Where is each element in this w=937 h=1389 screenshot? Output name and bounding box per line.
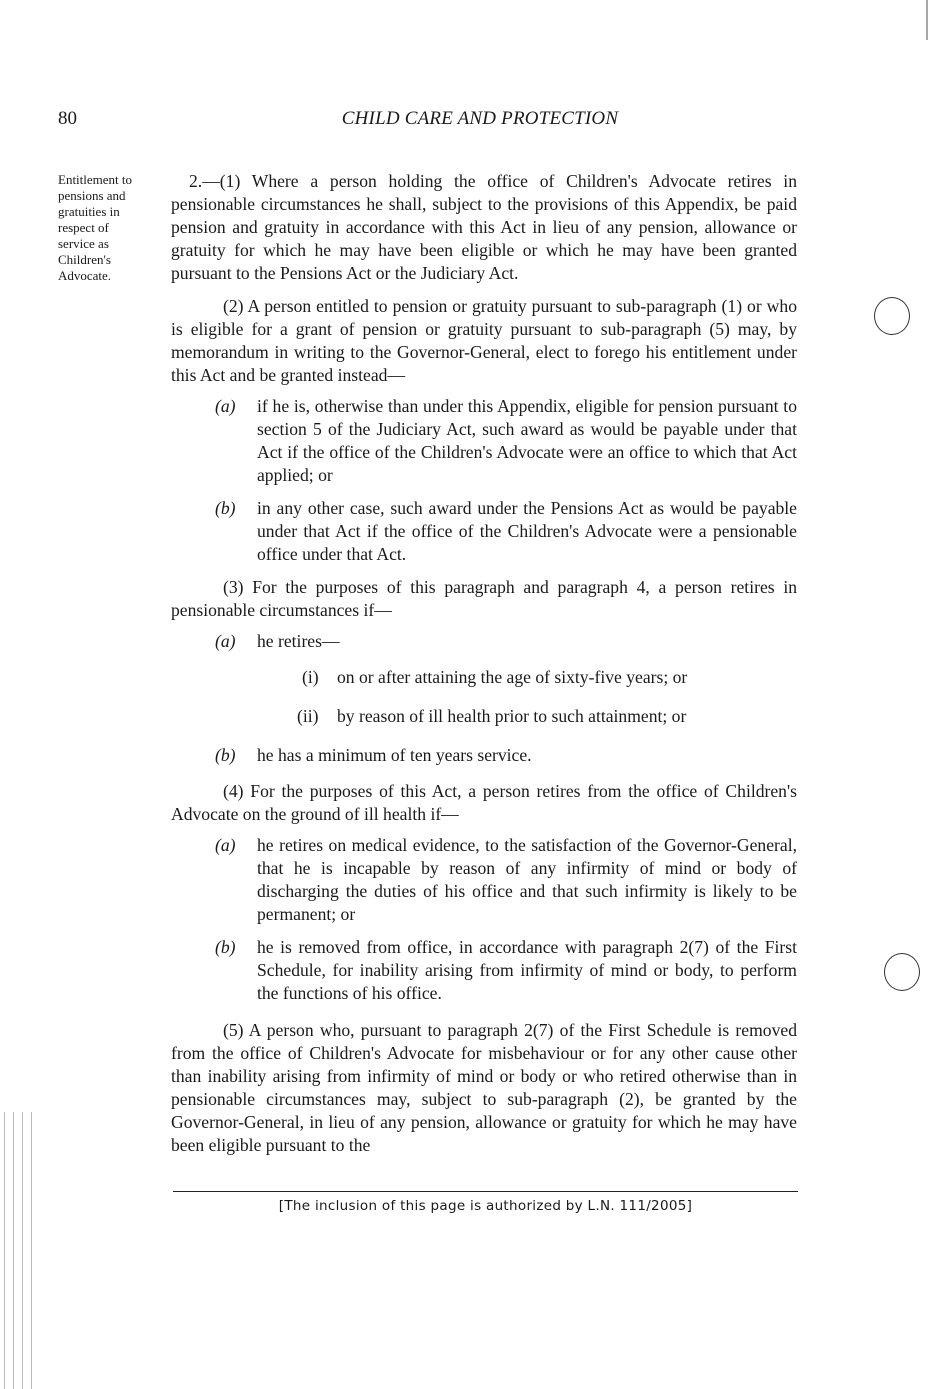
binding-edge — [0, 1112, 36, 1389]
item-label: (a) — [215, 396, 236, 416]
paragraph-4: (4) For the purposes of this Act, a person retires from the office of Children's Advocate on the ground of ill health if— — [171, 781, 797, 824]
item-label: (b) — [215, 498, 236, 518]
paragraph-2-item-b — [171, 497, 797, 566]
paragraph-3-subitem-ii — [171, 705, 797, 728]
item-text: if he is, otherwise than under this Appendix, eligible for pension pursuant to section 5 of the Judiciary Act, such award as would be payable under that Act if the office of the Children's Advocate were an office to which that Act applied; or — [257, 396, 797, 485]
margin-note-line: Entitlement to — [58, 172, 133, 187]
subitem-label: (i) — [302, 667, 319, 687]
paragraph-3: (3) For the purposes of this paragraph and paragraph 4, a person retires in pensionable circumstances if— — [171, 577, 797, 620]
item-text: he retires— — [257, 631, 340, 651]
margin-note-line: service as — [58, 236, 109, 251]
footer-note: [The inclusion of this page is authorized by L.N. 111/2005] — [278, 1198, 693, 1214]
punch-hole-icon — [884, 953, 920, 991]
item-text: he is removed from office, in accordance with paragraph 2(7) of the First Schedule, for inability arising from infirmity of mind or body, to perform the functions of his office. — [257, 937, 797, 1003]
subitem-text: by reason of ill health prior to such attainment; or — [337, 706, 687, 726]
item-label: (a) — [215, 835, 236, 855]
item-label: (b) — [215, 745, 236, 765]
item-text: he has a minimum of ten years service. — [257, 745, 532, 765]
paragraph-1: 2.—(1) Where a person holding the office of Children's Advocate retires in pensionable circumstances he shall, subject to the provisions of this Appendix, be paid pension and gratuity in accordance with this Act in lieu of any pension, allowance or gratuity for which he may have been eligible or which he may have been granted pursuant to the Pensions Act or the Judiciary Act. — [171, 171, 797, 283]
margin-note-line: respect of — [58, 220, 109, 235]
item-text: he retires on medical evidence, to the satisfaction of the Governor-General, that he is incapable by reason of any infirmity of mind or body of discharging the duties of his office and that such infirmity is likely to be permanent; or — [257, 835, 797, 924]
paragraph-3-item-b — [171, 744, 797, 767]
scan-edge-mark — [926, 0, 928, 40]
subitem-label: (ii) — [297, 706, 319, 726]
footer-rule — [173, 1191, 798, 1192]
running-title: CHILD CARE AND PROTECTION — [341, 108, 619, 129]
paragraph-4-item-a — [171, 834, 797, 926]
item-label: (b) — [215, 937, 236, 957]
paragraph-3-item-a — [171, 630, 797, 653]
paragraph-2: (2) A person entitled to pension or gratuity pursuant to sub-paragraph (1) or who is eligible for a grant of pension or gratuity pursuant to sub-paragraph (5) may, by memorandum in writing to the Governor-General, elect to forego his entitlement under this Act and be granted instead— — [171, 296, 797, 385]
paragraph-5: (5) A person who, pursuant to paragraph 2(7) of the First Schedule is removed from the office of Children's Advocate for misbehaviour or for any other cause other than inability arising from infirmity of mind or body or who retired otherwise than in pensionable circumstances may, subject to sub-paragraph (2), be granted by the Governor-General, in lieu of any pension, allowance or gratuity for which he may have been eligible pursuant to the — [171, 1020, 797, 1155]
margin-note-line: gratuities in — [58, 204, 120, 219]
margin-note — [58, 172, 158, 284]
punch-hole-icon — [874, 297, 910, 335]
paragraph-3-subitem-i — [171, 666, 797, 689]
margin-note-line: pensions and — [58, 188, 126, 203]
paragraph-2-item-a — [171, 395, 797, 487]
margin-note-line: Children's — [58, 252, 111, 267]
item-label: (a) — [215, 631, 236, 651]
body-text — [171, 170, 797, 1157]
page-number: 80 — [58, 108, 77, 129]
paragraph-4-item-b — [171, 936, 797, 1005]
subitem-text: on or after attaining the age of sixty-five years; or — [337, 667, 688, 687]
item-text: in any other case, such award under the Pensions Act as would be payable under that Act if the office of the Children's Advocate were a pensionable office under that Act. — [257, 498, 797, 564]
margin-note-line: Advocate. — [58, 268, 112, 283]
